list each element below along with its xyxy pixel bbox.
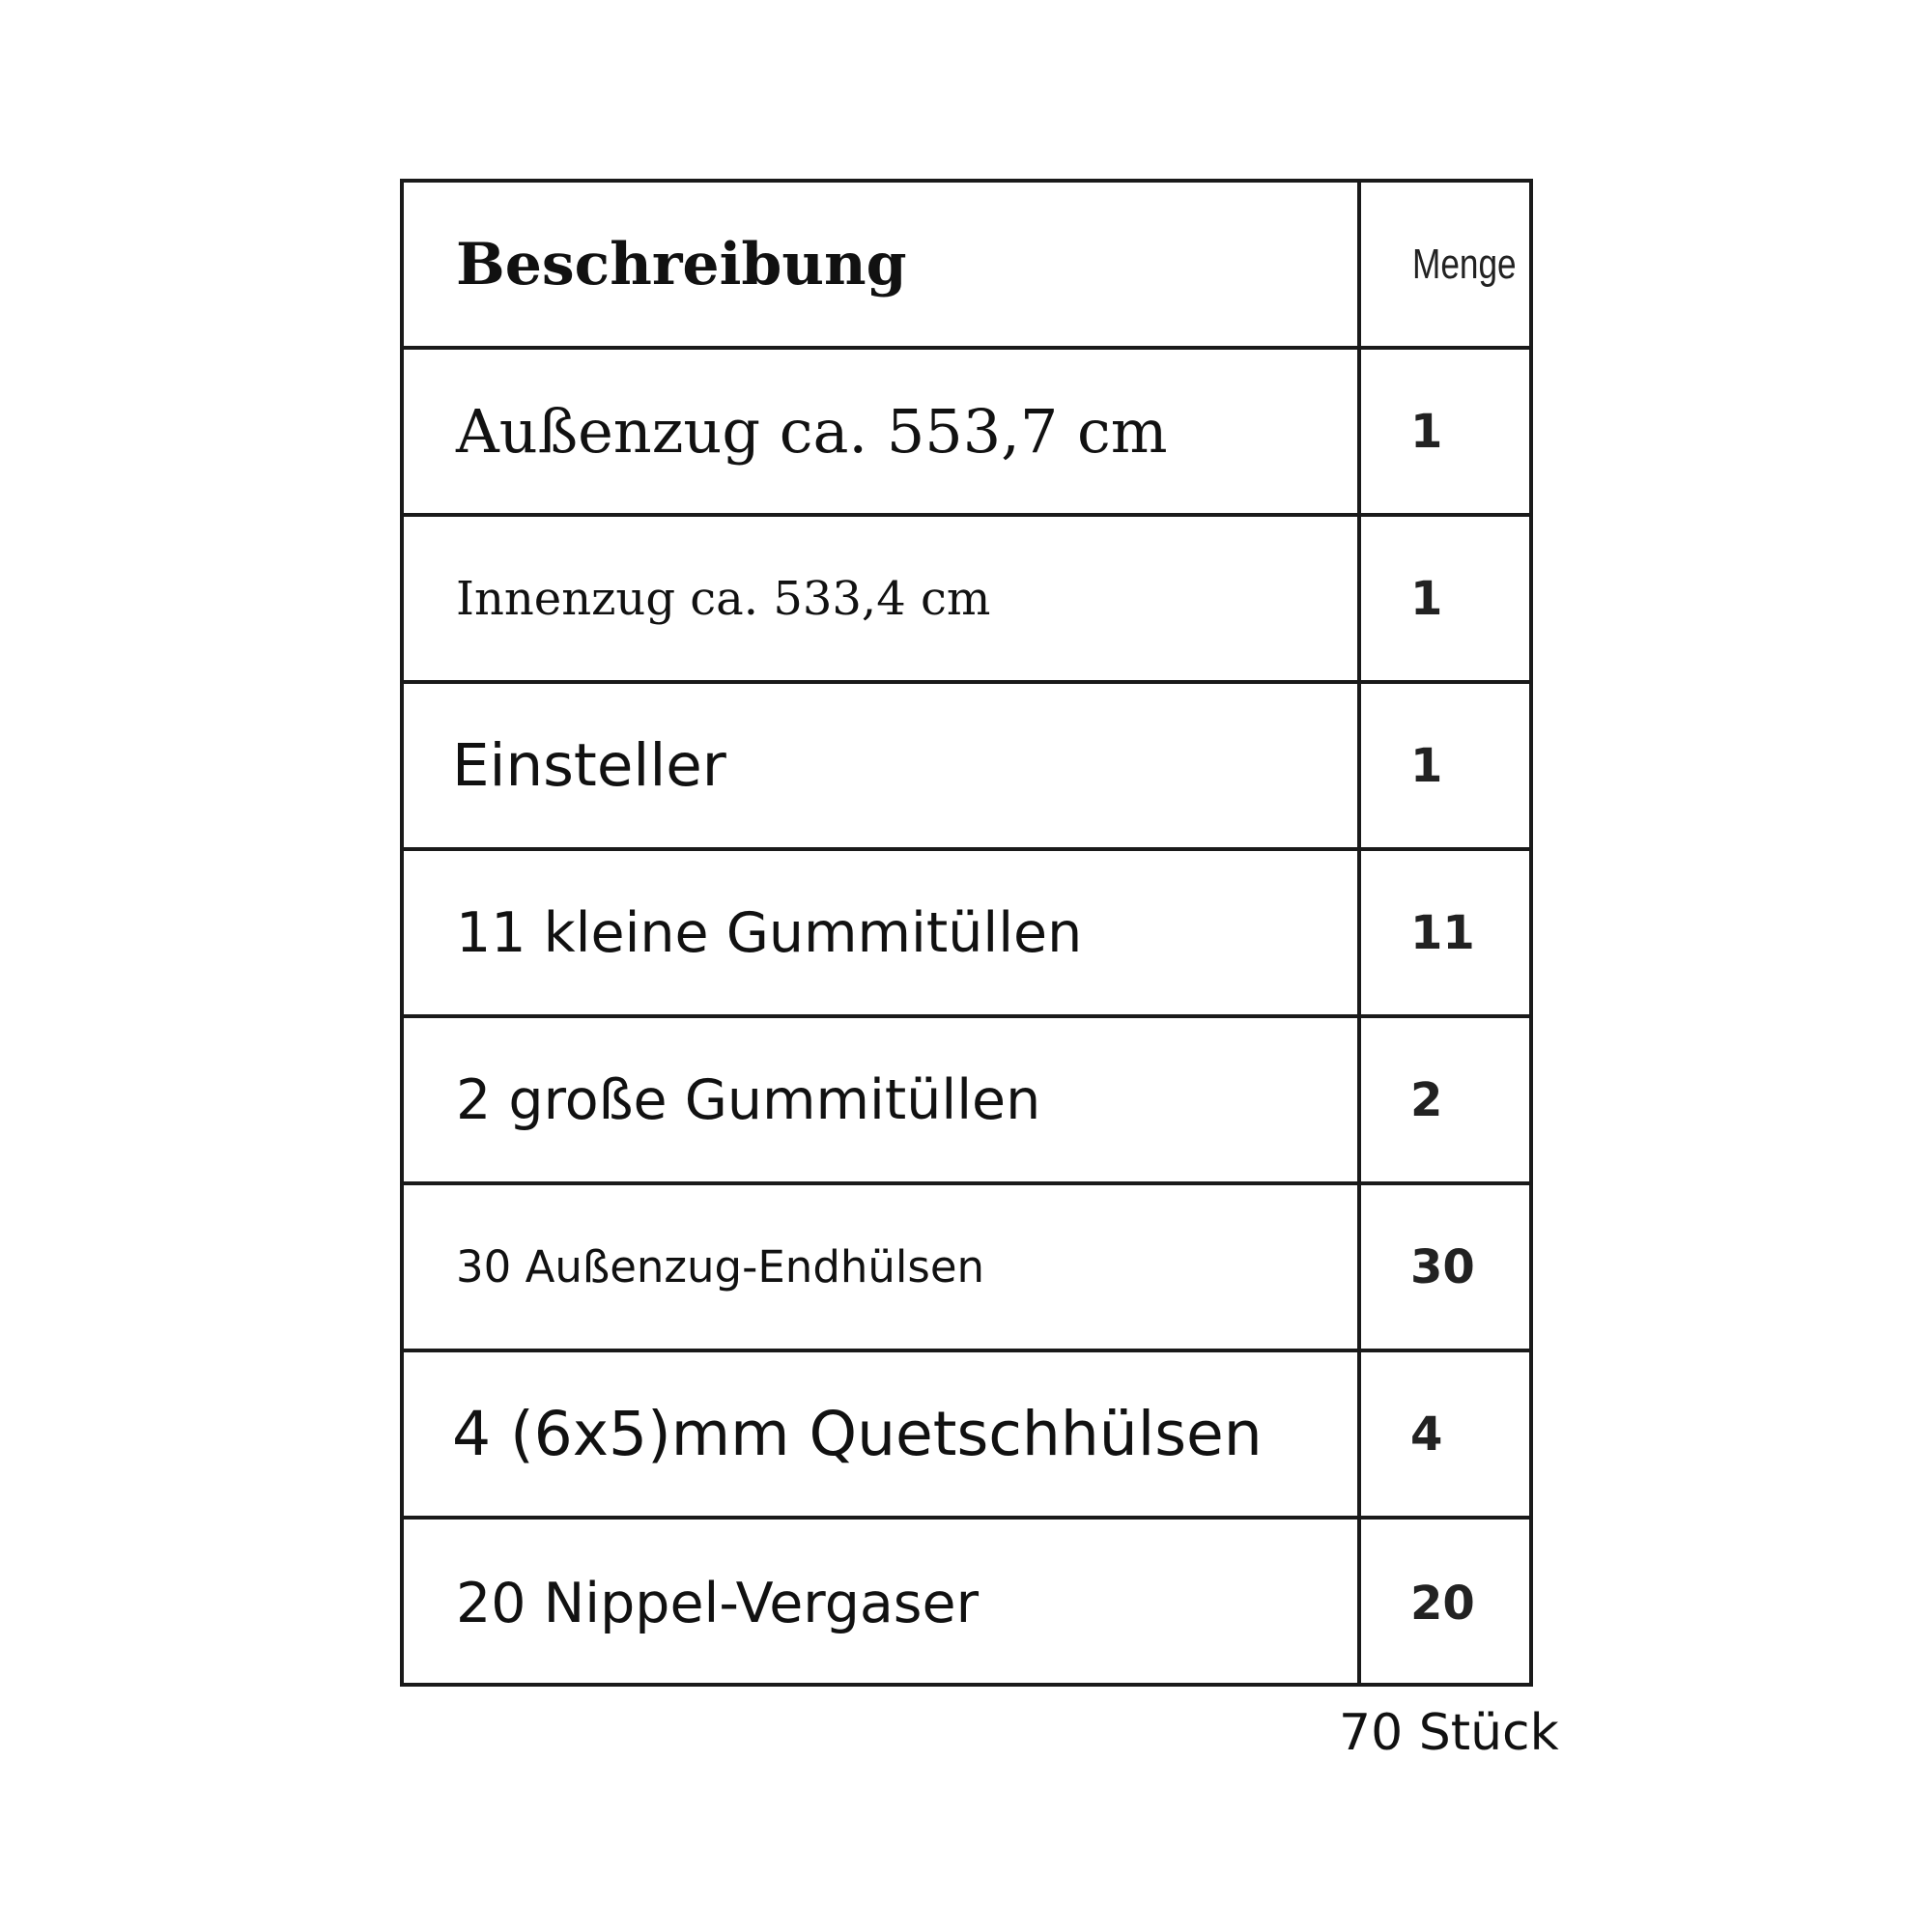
table-header-row bbox=[404, 183, 1529, 350]
table-row bbox=[404, 517, 1529, 684]
row-quantity: 2 bbox=[1410, 1072, 1443, 1127]
table-row bbox=[404, 350, 1529, 517]
row-description: 20 Nippel-Vergaser bbox=[456, 1571, 979, 1635]
row-quantity: 1 bbox=[1410, 404, 1443, 459]
row-quantity: 20 bbox=[1410, 1576, 1475, 1631]
table-row bbox=[404, 1018, 1529, 1185]
table-row bbox=[404, 1352, 1529, 1520]
row-description: 30 Außenzug-Endhülsen bbox=[456, 1241, 985, 1293]
row-quantity: 30 bbox=[1410, 1239, 1475, 1294]
table-row bbox=[404, 1520, 1529, 1687]
row-description: Einsteller bbox=[452, 731, 726, 800]
row-description: Außenzug ca. 553,7 cm bbox=[456, 396, 1168, 467]
row-quantity: 1 bbox=[1410, 738, 1443, 793]
row-description: 2 große Gummitüllen bbox=[456, 1067, 1041, 1132]
header-description: Beschreibung bbox=[456, 230, 907, 298]
row-quantity: 11 bbox=[1410, 905, 1475, 960]
table-row bbox=[404, 1185, 1529, 1352]
parts-table bbox=[400, 179, 1533, 1687]
row-description: Innenzug ca. 533,4 cm bbox=[456, 571, 991, 626]
table-row bbox=[404, 851, 1529, 1018]
total-count: 70 Stück bbox=[1339, 1704, 1559, 1762]
table-row bbox=[404, 684, 1529, 851]
row-quantity: 4 bbox=[1410, 1406, 1443, 1462]
row-description: 4 (6x5)mm Quetschhülsen bbox=[452, 1399, 1263, 1469]
row-description: 11 kleine Gummitüllen bbox=[456, 900, 1083, 965]
header-quantity: Menge bbox=[1412, 240, 1517, 288]
row-quantity: 1 bbox=[1410, 571, 1443, 626]
